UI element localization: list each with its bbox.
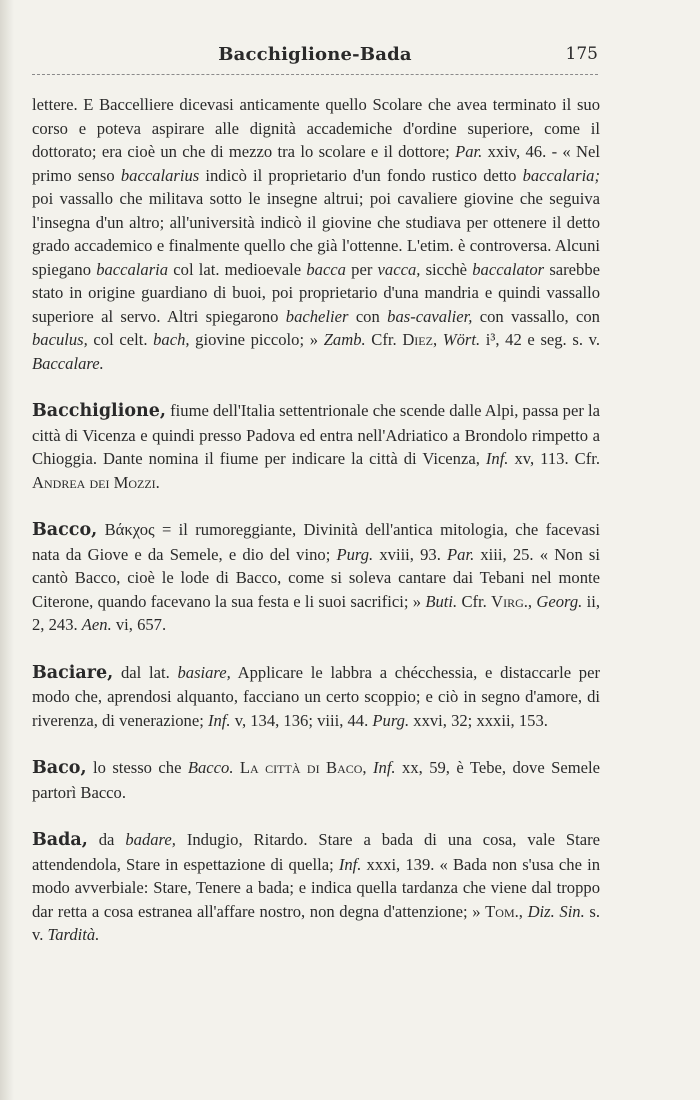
page-body bbox=[32, 93, 600, 947]
headword: Baco, bbox=[32, 758, 87, 778]
headword: Bacchiglione, bbox=[32, 401, 166, 421]
entry-bacco: Bacco, Βάκχος = il rumoreggiante, Divinità dell'antica mitologia, che facevasi nata da Giove e da Semele, e dio del vino; Purg. xviii, 93. Par. xiii, 25. « Non si cantò Bacco, cioè le lode di Bacco, come si soleva cantare dai Tebani nel monte Citerone, quando facevano la sua festa e li suoi sacrifici; » Buti. Cfr. Virg., Georg. ii, 2, 243. Aen. vi, 657. bbox=[32, 520, 600, 634]
header-rule bbox=[32, 74, 598, 75]
entry-bacchiglione: Bacchiglione, fiume dell'Italia settentrionale che scende dalle Alpi, passa per la città di Vicenza e quindi presso Padova ed entra nell'Adriatico a Brondolo rimpetto a Chioggia. Dante nomina il fiume per indicare la città di Vicenza, Inf. xv, 113. Cfr. Andrea dei Mozzi. bbox=[32, 401, 600, 492]
running-title: Bacchiglione-Bada bbox=[218, 44, 412, 65]
page-edge bbox=[0, 0, 14, 1100]
headword: Baciare, bbox=[32, 662, 114, 683]
page-header bbox=[32, 44, 598, 68]
entry-baco: Baco, lo stesso che Bacco. La città di Baco, Inf. xx, 59, è Tebe, dove Semele partorì Bacco. bbox=[32, 758, 600, 802]
headword: Bacco, bbox=[32, 520, 98, 540]
headword: Bada, bbox=[32, 830, 88, 850]
entry-baciare: Baciare, dal lat. basiare, Applicare le labbra a chécchessia, e distaccarle per modo che, aprendosi alquanto, facciano un certo scoppio; e ciò in segno d'amore, di riverenza, di venerazione; Inf. v, 134, 136; viii, 44. Purg. xxvi, 32; xxxii, 153. bbox=[32, 662, 600, 730]
entry-bada: Bada, da badare, Indugio, Ritardo. Stare a bada di una cosa, vale Stare attendendola, Stare in espettazione di quella; Inf. xxxi, 139. « Bada non s'usa che in modo avverbiale: Stare, Tenere a bada; e indica quella tardanza che viene dal troppo dar retta a cosa estranea all'affare nostro, non degna d'attenzione; » Tom., Diz. Sin. s. v. Tardità. bbox=[32, 830, 600, 944]
page-number: 175 bbox=[565, 44, 598, 64]
continuation-paragraph: lettere. E Baccelliere dicevasi anticamente quello Scolare che avea terminato il suo corso e poteva aspirare alle dignità accademiche d'ordine superiore, come il dottorato; era cioè un che di mezzo tra lo scolare e il dottore; Par. xxiv, 46. - « Nel primo senso baccalarius indicò il proprietario d'un fondo rustico detto baccalaria; poi vassallo che militava sotto le insegne altrui; poi cavaliere giovine che seguiva l'insegna d'un altro; all'università indicò il giovine che studiava per ottenere il detto grado accademico e finalmente quello che già l'ottenne. L'etim. è controversa. Alcuni spiegano baccalaria col lat. medioevale bacca per vacca, sicchè baccalator sarebbe stato in origine guardiano di buoi, poi proprietario d'una mandria e quindi vassallo superiore al servo. Altri spiegarono bachelier con bas-cavalier, con vassallo, con baculus, col celt. bach, giovine piccolo; » Zamb. Cfr. Diez, Wört. i³, 42 e seg. s. v. Baccalare. bbox=[32, 95, 601, 373]
